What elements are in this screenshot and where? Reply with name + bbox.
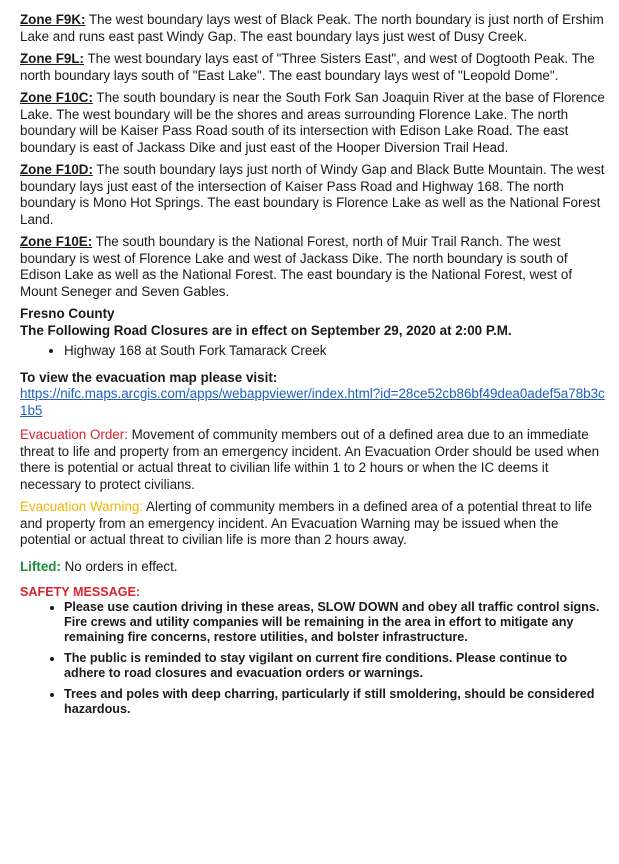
- safety-item: • Please use caution driving in these areas, SLOW DOWN and obey all traffic control signs. Fire crews and utility companies will be remaining in the area in effort to mitigate any remaining fire concerns, restore utilities, and bolster infrastructure.: [64, 600, 605, 645]
- county-heading: Fresno County: [20, 306, 115, 321]
- zone-f10e-paragraph: [20, 234, 605, 300]
- road-closures-list: [20, 343, 605, 360]
- road-closure-item: • Highway 168 at South Fork Tamarack Creek: [64, 343, 605, 360]
- safety-item: • Trees and poles with deep charring, particularly if still smoldering, should be considered hazardous.: [64, 687, 605, 717]
- evacuation-order-label: Evacuation Order:: [20, 427, 128, 442]
- map-heading: To view the evacuation map please visit:: [20, 369, 278, 385]
- safety-message-title: SAFETY MESSAGE:: [20, 585, 141, 599]
- evacuation-order-definition: [20, 427, 605, 493]
- lifted-label: Lifted:: [20, 558, 61, 574]
- zone-f9l-paragraph: [20, 51, 605, 84]
- zone-description: The west boundary lays east of "Three Sisters East", and west of Dogtooth Peak. The north boundary lays south of "East Lake". The east boundary lays west of "Leopold Dome".: [20, 51, 595, 83]
- evacuation-warning-definition: [20, 499, 605, 549]
- zone-description: The south boundary is the National Forest, north of Muir Trail Ranch. The west boundary is west of Florence Lake and west of Jackass Dike. The north boundary is south of Edison Lake as well as the National Forest. The east boundary is the National Forest, west of Mount Seneger and Seven Gables.: [20, 234, 573, 299]
- evacuation-order-text: Movement of community members out of a defined area due to an immediate threat to life and property from an emergency incident. An Evacuation Order should be used when there is potential or actual threat to civilian life within 1 to 2 hours or when the IC deems it necessary to protect civilians.: [20, 427, 600, 492]
- lifted-text: No orders in effect.: [60, 558, 178, 574]
- zone-label: Zone F9K:: [20, 12, 86, 27]
- safety-message-list: [20, 600, 605, 717]
- zone-description: The south boundary lays just north of Windy Gap and Black Butte Mountain. The west boundary lays just east of the intersection of Kaiser Pass Road and Highway 168. The north boundary is Mono Hot Springs. The east boundary is Florence Lake as well as the National Forest Land.: [20, 162, 605, 227]
- zone-label: Zone F10C:: [20, 90, 93, 105]
- zone-f9k-paragraph: [20, 12, 605, 45]
- evacuation-map-link[interactable]: https://nifc.maps.arcgis.com/apps/webappviewer/index.html?id=28ce52cb86bf49dea0adef5a78b3c1b5: [20, 386, 605, 418]
- lifted-definition: [20, 559, 605, 576]
- zone-description: The south boundary is near the South Fork San Joaquin River at the base of Florence Lake. The west boundary will be the shores and areas surrounding Florence Lake. The north boundary will be Kaiser Pass Road south of its intersection with Edison Lake Road. The east boundary is east of Jackass Dike and just east of the Hooper Diversion Trail Head.: [20, 90, 605, 155]
- zone-description: The west boundary lays west of Black Peak. The north boundary is just north of Ershim Lake and runs east past Windy Gap. The east boundary lays just west of Dusy Creek.: [20, 12, 604, 44]
- map-link-paragraph: [20, 386, 605, 419]
- evacuation-warning-label: Evacuation Warning:: [20, 499, 144, 514]
- document-page: [20, 12, 605, 723]
- zone-label: Zone F10E:: [20, 234, 93, 249]
- zone-f10c-paragraph: [20, 90, 605, 156]
- zone-f10d-paragraph: [20, 162, 605, 228]
- evacuation-warning-text: Alerting of community members in a defined area of a potential threat to life and property from an emergency incident. An Evacuation Warning may be issued when the potential or actual threat to civilian life is more than 2 hours away.: [20, 499, 592, 547]
- zone-label: Zone F9L:: [20, 51, 84, 66]
- safety-item: • The public is reminded to stay vigilant on current fire conditions. Please continue to adhere to road closures and evacuation orders or warnings.: [64, 651, 605, 681]
- zone-label: Zone F10D:: [20, 162, 93, 177]
- road-closures-heading: The Following Road Closures are in effect on September 29, 2020 at 2:00 P.M.: [20, 322, 512, 338]
